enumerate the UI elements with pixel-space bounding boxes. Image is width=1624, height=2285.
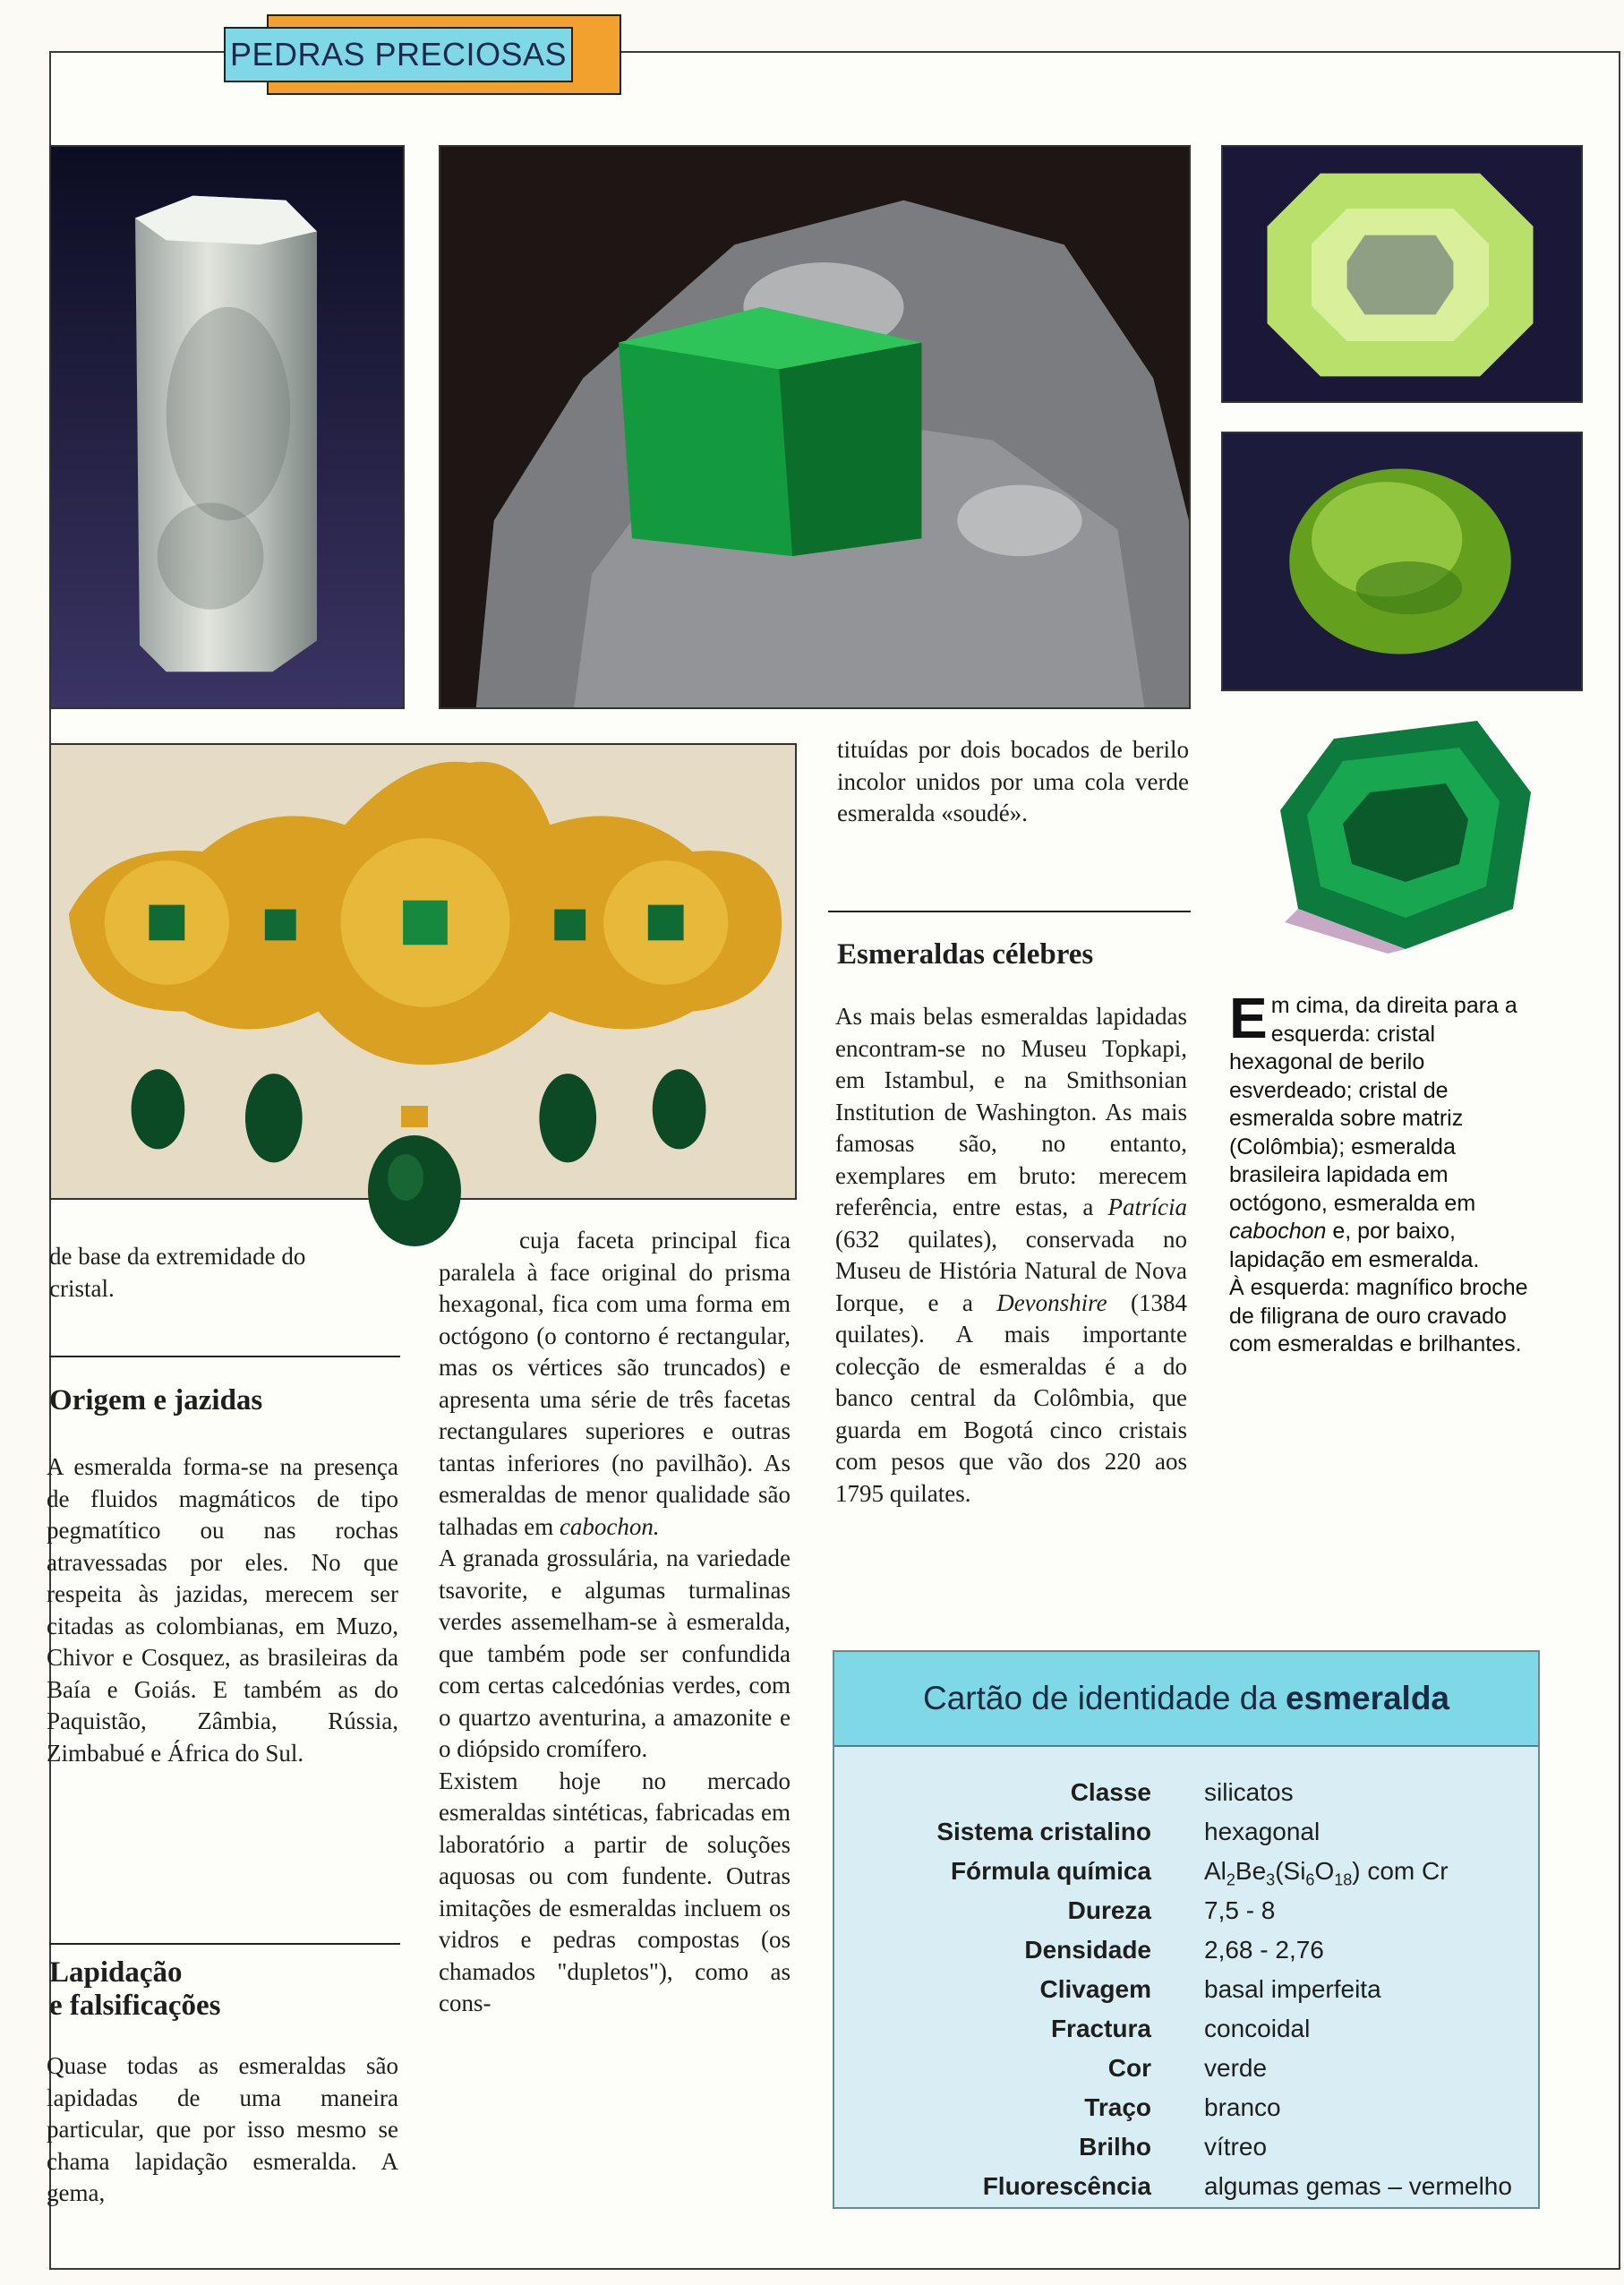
heading-lapidacao-line1: Lapidação xyxy=(49,1956,183,1989)
identity-card-title xyxy=(834,1652,1538,1747)
photo-beryl-crystal xyxy=(49,145,405,709)
id-label: Clivagem xyxy=(1039,1975,1151,2003)
caption-italic: cabochon xyxy=(1229,1219,1327,1244)
id-label: Fórmula química xyxy=(950,1857,1151,1885)
col1-intro: de base da extremidade do cristal. xyxy=(49,1243,306,1302)
col1-divider-2 xyxy=(49,1943,400,1945)
identity-card-title-prefix: Cartão de identidade da xyxy=(922,1680,1277,1716)
col3-p3: (632 quilates), conservada no Museu de História Natural de Nova Iorque, e a xyxy=(835,1225,1187,1316)
id-value: 2,68 - 2,76 xyxy=(1204,1936,1324,1964)
col1-para-lapidacao: Quase todas as esmeraldas são lapidadas de uma maneira particular, que por isso mesmo se chama lapidação esmeralda. A gema, xyxy=(47,2052,398,2206)
col1-divider-1 xyxy=(49,1356,400,1357)
caption-text-1-end: e, por baixo, lapidação em esmeralda. xyxy=(1229,1219,1480,1272)
id-value: 7,5 - 8 xyxy=(1204,1896,1276,1924)
id-label: Densidade xyxy=(1024,1936,1151,1964)
id-label: Traço xyxy=(1084,2093,1151,2121)
id-label: Cor xyxy=(1107,2054,1151,2082)
caption-text-2: À esquerda: magnífico broche de filigrana de ouro cravado com esmeraldas e brilhantes. xyxy=(1229,1275,1528,1356)
caption-drop-cap: E xyxy=(1229,986,1268,1050)
heading-origem: Origem e jazidas xyxy=(49,1384,263,1416)
id-value: branco xyxy=(1204,2093,1281,2121)
id-label: Fluorescência xyxy=(982,2172,1151,2200)
id-label: Dureza xyxy=(1067,1896,1151,1924)
photo-emerald-cut-gem xyxy=(1271,712,1540,954)
id-label: Classe xyxy=(1070,1778,1151,1806)
col3-p1: As mais belas esmeraldas lapidadas encontram-se no Museu Topkapi, em Istambul, e na Smithsonian Institution de Washington. As mais famosas são, no entanto, exemplares em bruto: merecem referência, entre estas, a xyxy=(835,1003,1187,1220)
col3-para xyxy=(835,1001,1187,1510)
col2-para-a-italic: cabochon. xyxy=(559,1512,660,1540)
id-label: Fractura xyxy=(1050,2015,1151,2042)
identity-card xyxy=(833,1650,1540,2209)
photo-cut-octagon xyxy=(1221,145,1583,403)
photo-cabochon xyxy=(1221,432,1583,691)
col2-text xyxy=(439,1225,791,2020)
heading-lapidacao-line2: e falsificações xyxy=(49,1990,221,2022)
identity-card-title-bold: esmeralda xyxy=(1285,1680,1450,1716)
id-value: silicatos xyxy=(1204,1778,1294,1806)
heading-esmeraldas-celebres: Esmeraldas célebres xyxy=(837,938,1094,971)
caption-text-1: m cima, da direita para a esquerda: cristal hexagonal de berilo esverdeado; cristal de esmeralda sobre matriz (Colômbia); esmeralda brasileira lapidada em octógono, esmeralda em xyxy=(1229,993,1517,1216)
col3-patricia: Patrícia xyxy=(1107,1194,1187,1220)
id-label: Brilho xyxy=(1079,2133,1151,2161)
section-title: PEDRAS PRECIOSAS xyxy=(224,27,573,82)
id-value: vítreo xyxy=(1204,2133,1268,2161)
heading-lapidacao xyxy=(49,1956,221,2023)
id-value-formula: $Al_2Be_3(Si_6O_{18})$ com Cr xyxy=(1204,1857,1449,1889)
id-value: basal imperfeita xyxy=(1204,1975,1381,2003)
col3-top-text: tituídas por dois bocados de berilo incolor unidos por uma cola verde esmeralda «soudé». xyxy=(837,736,1189,826)
col1-para-origem: A esmeralda forma-se na presença de fluidos magmáticos de tipo pegmatítico ou nas rochas atravessadas por eles. No que respeita às jazidas, merecem ser citadas as colombianas, em Muzo, Chivor e Cosquez, as brasileiras da Baía e Goiás. E também as do Paquistão, Zâmbia, Rússia, Zimbabué e África do Sul. xyxy=(47,1453,398,1767)
col2-para-a xyxy=(439,1225,791,1543)
col3-devonshire: Devonshire xyxy=(996,1288,1107,1316)
photo-emerald-on-matrix xyxy=(439,145,1191,709)
col3-para-text xyxy=(835,1001,1187,1510)
id-value: algumas gemas – vermelho xyxy=(1204,2172,1512,2200)
col2-para-c: Existem hoje no mercado esmeraldas sintéticas, fabricadas em laboratório a partir de soluções aquosas ou com fundente. Outras imitações de esmeraldas incluem os vidros e pedras compostas (os chamados "dupletos"), como as cons- xyxy=(439,1767,791,2016)
id-value: concoidal xyxy=(1204,2015,1311,2042)
col3-p5: (1384 quilates). A mais importante colecção de esmeraldas é a do banco central da Colômbia, que guarda em Bogotá cinco cristais com pesos que vão dos 220 aos 1795 quilates. xyxy=(835,1288,1187,1507)
photo-caption xyxy=(1229,986,1543,1359)
col3-divider xyxy=(828,911,1191,912)
col2-para-b: A granada grossulária, na variedade tsavorite, e algumas turmalinas verdes assemelham-se à esmeralda, que também pode ser confundida com certas calcedónias verdes, com o quartzo aventurina, a amazonite e o diópsido cromífero. xyxy=(439,1545,791,1762)
id-value: verde xyxy=(1204,2054,1268,2082)
id-label: Sistema cristalino xyxy=(936,1818,1151,1845)
id-value: hexagonal xyxy=(1204,1818,1321,1845)
col2-para-a-text: cuja faceta principal fica paralela à face original do prisma hexagonal, fica com uma forma em octógono (o contorno é rectangular, mas os vértices são truncados) e apresenta uma série de três facetas rectangulares superiores e outras tantas inferiores (no pavilhão). As esmeraldas de menor qualidade são talhadas em xyxy=(439,1227,791,1540)
